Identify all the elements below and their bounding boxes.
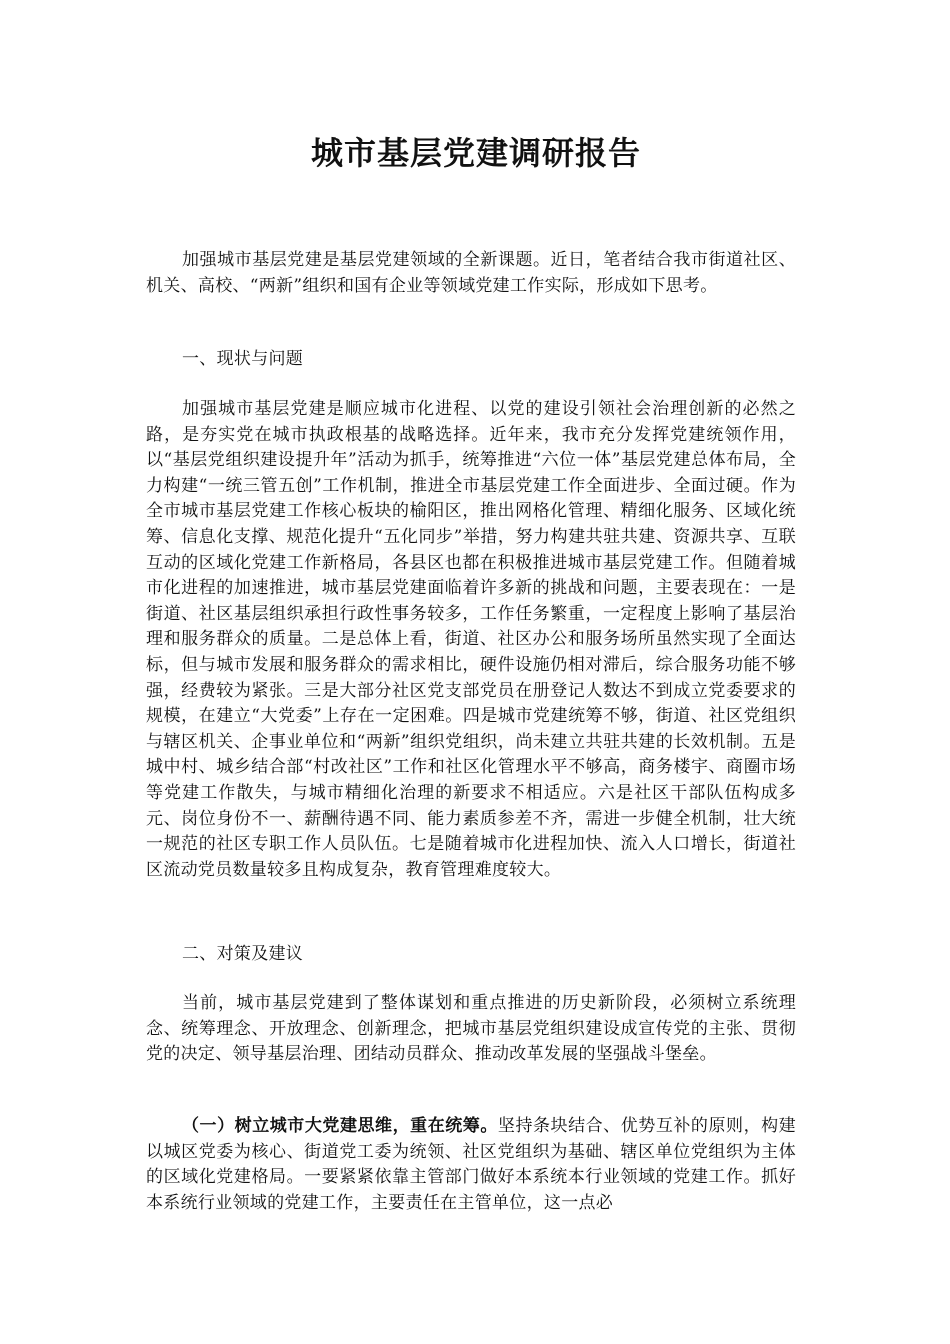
section-paragraph-status: 加强城市基层党建是顺应城市化进程、以党的建设引领社会治理创新的必然之路，是夯实党在城市执政根基的战略选择。近年来，我市充分发挥党建统领作用，以“基层党组织建设提升年”活动为抓手，统筹推进“六位一体”基层党建总体布局，全力构建“一统三管五创”工作机制，推进全市基层党建工作全面进步、全面过硬。作为全市城市基层党建工作核心板块的榆阳区，推出网格化管理、精细化服务、区域化统筹、信息化支撑、规范化提升“五化同步”举措，努力构建共驻共建、资源共享、互联互动的区域化党建工作新格局，各县区也都在积极推进城市基层党建工作。但随着城市化进程的加速推进，城市基层党建面临着许多新的挑战和问题，主要表现在：一是街道、社区基层组织承担行政性事务较多，工作任务繁重，一定程度上影响了基层治理和服务群众的质量。二是总体上看，街道、社区办公和服务场所虽然实现了全面达标，但与城市发展和服务群众的需求相比，硬件设施仍相对滞后，综合服务功能不够强，经费较为紧张。三是大部分社区党支部党员在册登记人数达不到成立党委要求的规模，在建立“大党委”上存在一定困难。四是城市党建统筹不够，街道、社区党组织与辖区机关、企事业单位和“两新”组织党组织，尚未建立共驻共建的长效机制。五是城中村、城乡结合部“村改社区”工作和社区化管理水平不够高，商务楼宇、商圈市场等党建工作散失，与城市精细化治理的新要求不相适应。六是社区干部队伍构成多元、岗位身份不一、薪酬待遇不同、能力素质参差不齐，需进一步健全机制，壮大统一规范的社区专职工作人员队伍。七是随着城市化进程加快、流入人口增长，街道社区流动党员数量较多且构成复杂，教育管理难度较大。	[146, 399, 796, 880]
intro-paragraph: 加强城市基层党建是基层党建领域的全新课题。近日，笔者结合我市街道社区、机关、高校、“两新”组织和国有企业等领域党建工作实际，形成如下思考。	[146, 250, 796, 296]
document-title: 城市基层党建调研报告	[310, 134, 641, 172]
section-paragraph-measures: 当前，城市基层党建到了整体谋划和重点推进的历史新阶段，必须树立系统理念、统筹理念、开放理念、创新理念，把城市基层党组织建设成宣传党的主张、贯彻党的决定、领导基层治理、团结动员群众、推动改革发展的坚强战斗堡垒。	[146, 993, 796, 1065]
section-heading-measures: 二、对策及建议	[182, 944, 304, 964]
subsection-text: 坚持条块结合、优势互补的原则，构建以城区党委为核心、街道党工委为统领、社区党组织为基础、辖区单位党组织为主体的区域化党建格局。一要紧紧依靠主管部门做好本系统本行业领域的党建工作。抓好本系统行业领域的党建工作，主要责任在主管单位，这一点必	[146, 1116, 796, 1213]
subsection-paragraph-1	[146, 1114, 796, 1216]
subsection-lead: （一）树立城市大党建思维，重在统筹。	[182, 1116, 498, 1136]
section-heading-status: 一、现状与问题	[182, 349, 304, 369]
